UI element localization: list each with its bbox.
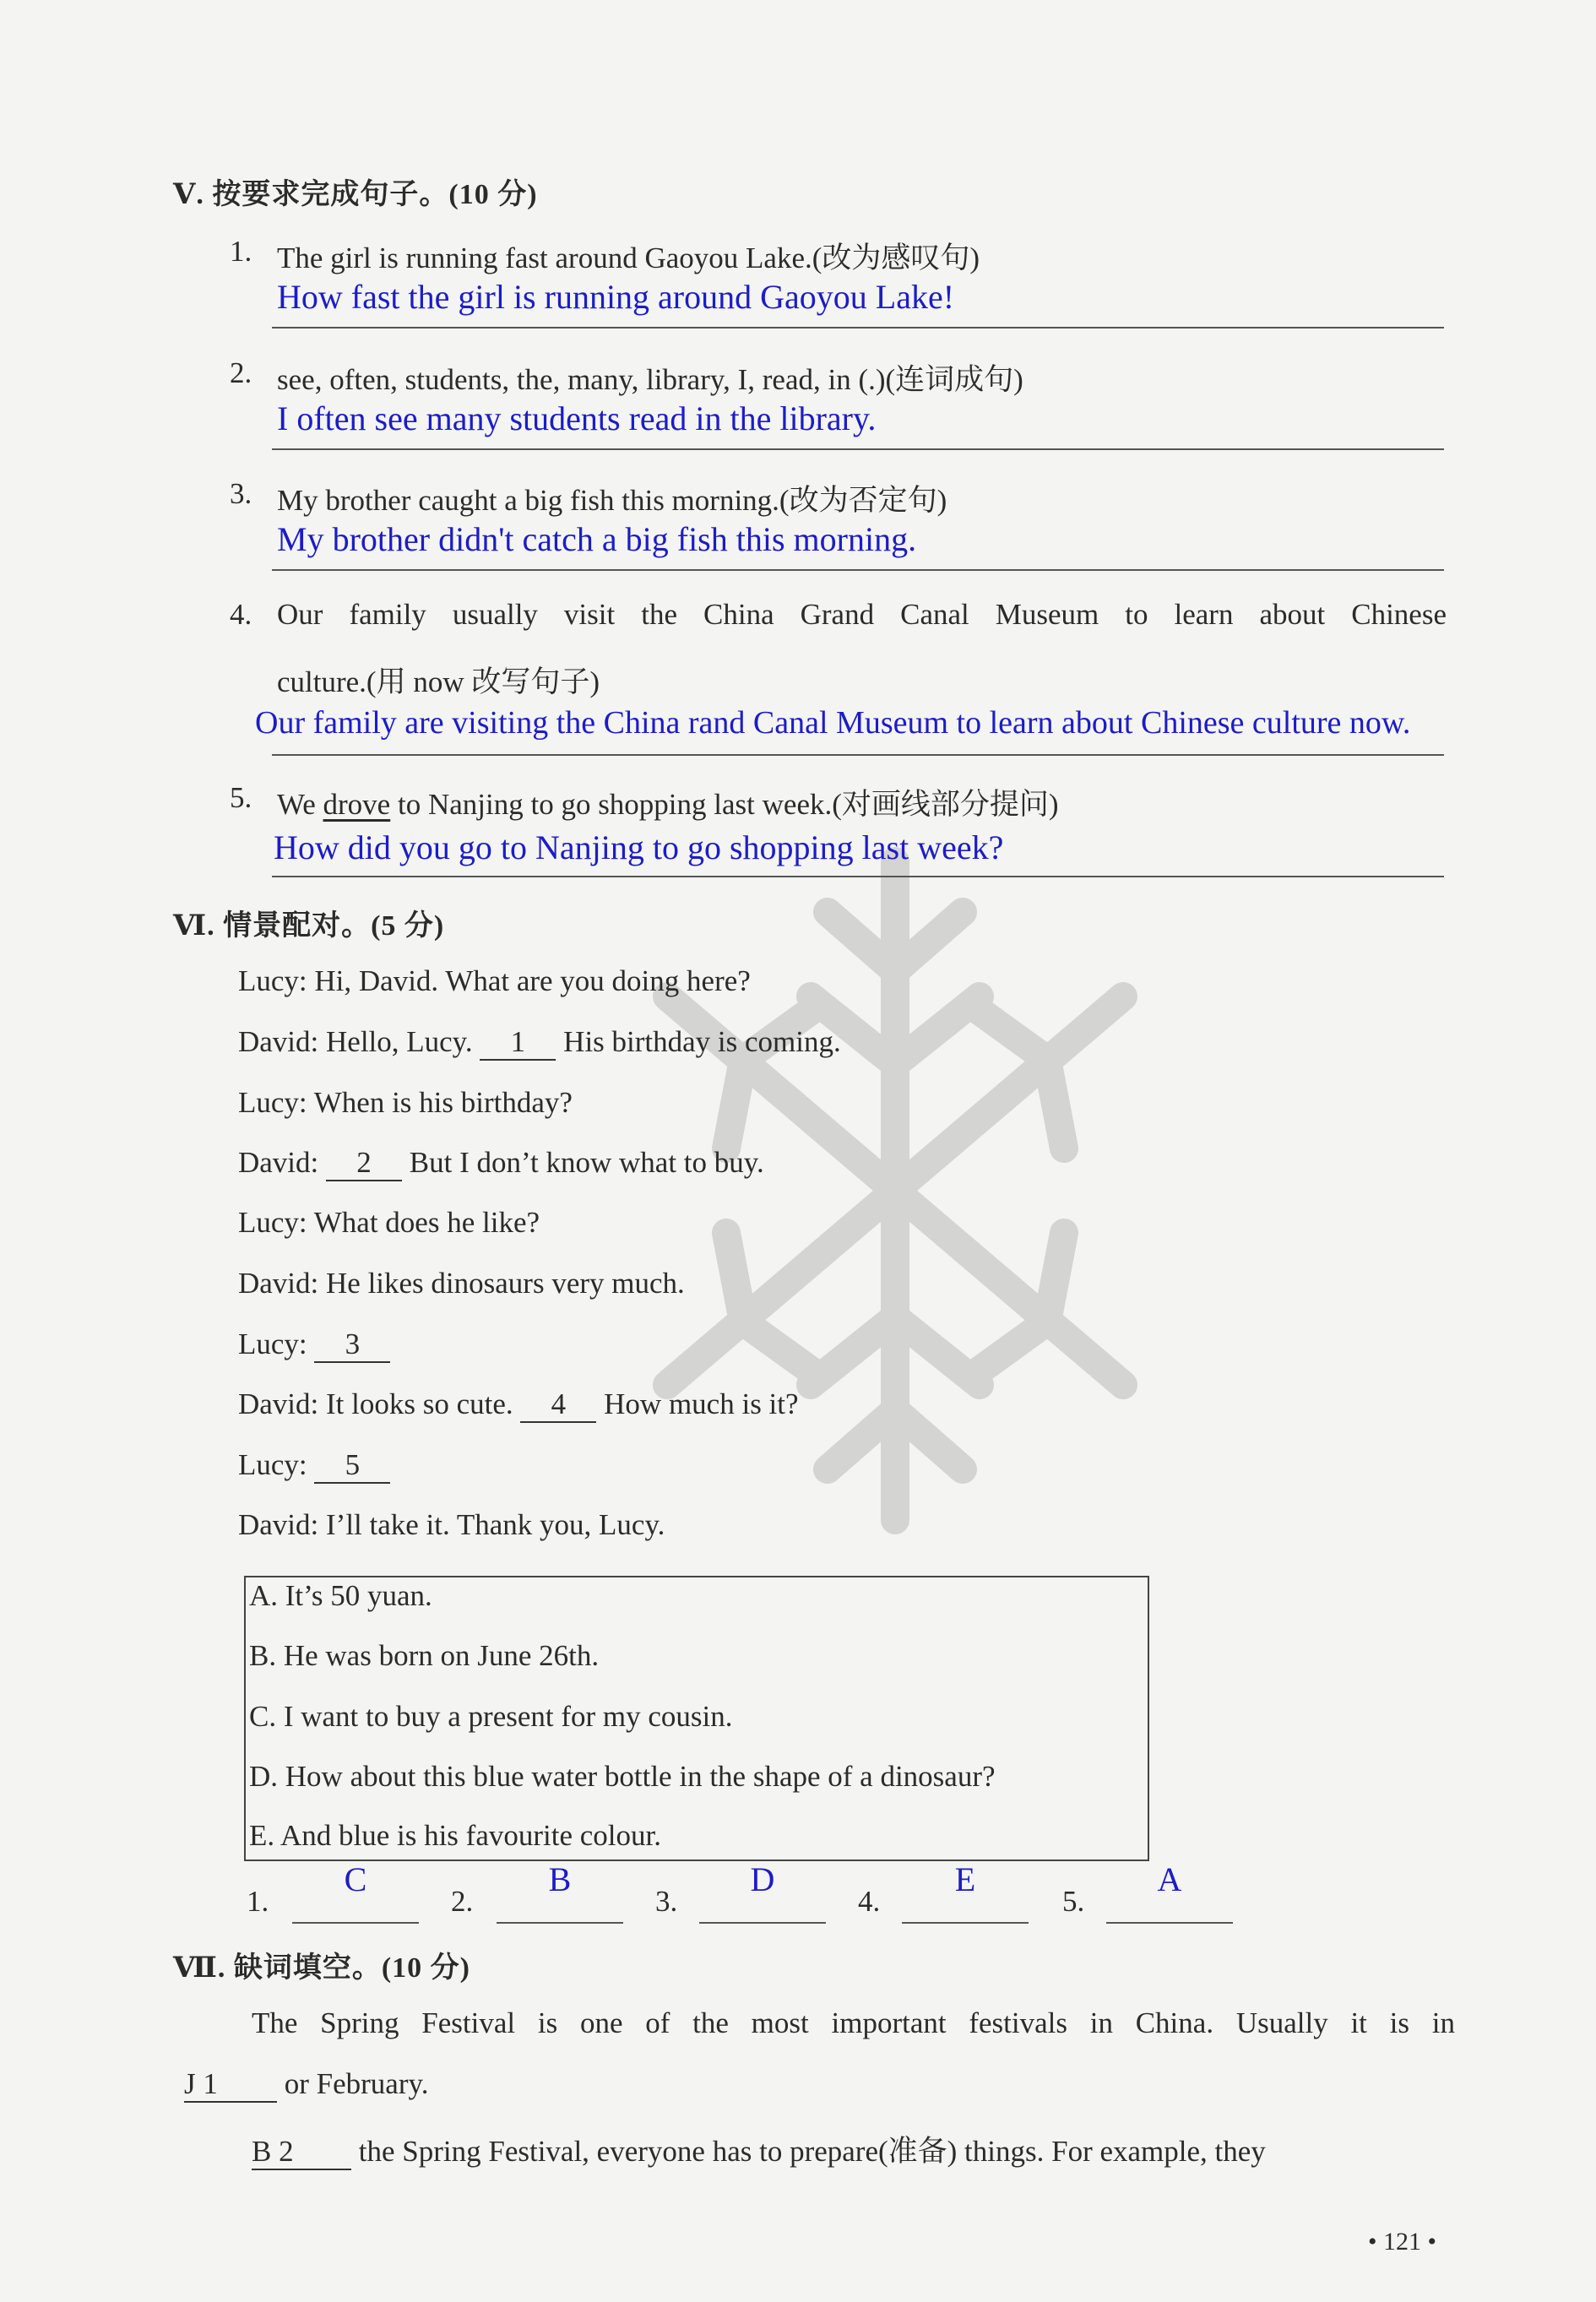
passage-line-3 [252,2128,1455,2170]
dialogue-text: David: [238,1146,327,1179]
dialogue-text: David: I’ll take it. Thank you, Lucy. [238,1508,665,1541]
dialogue-text: His birthday is coming. [556,1025,841,1058]
dialogue-text: Lucy: [238,1448,315,1481]
answer-line [292,1922,419,1924]
dialogue-line [238,964,751,998]
answer-line [272,754,1444,756]
passage-line-1: The Spring Festival is one of the most important festivals in China. Usually it is in [252,2006,1455,2039]
section-6-title: Ⅵ. 情景配对。(5 分) [173,910,445,942]
answer-text: How fast the girl is running around Gaoyou Lake! [277,278,955,316]
answer-number: 4. [858,1885,881,1918]
dialogue-text: Lucy: When is his birthday? [238,1086,573,1119]
dialogue-text: David: He likes dinosaurs very much. [238,1267,685,1300]
answer-line [272,327,1444,328]
passage-line-2 [184,2067,428,2103]
answer-line [272,448,1444,450]
answer-text: Our family are visiting the China rand Canal Museum to learn about Chinese culture now. [255,705,1411,741]
dialogue-blank[interactable]: 2 [326,1146,402,1181]
dialogue-blank[interactable]: 3 [314,1327,390,1363]
dialogue-text: Lucy: What does he like? [238,1206,540,1239]
section-7-title: Ⅶ. 缺词填空。(10 分) [173,1952,470,1984]
dialogue-blank[interactable]: 4 [520,1387,596,1423]
dialogue-blank[interactable]: 5 [314,1448,390,1484]
dialogue-line [238,1267,685,1300]
answer-letter: D [750,1860,775,1898]
answer-number: 3. [655,1885,678,1918]
passage-blank-1[interactable]: J 1 [184,2067,277,2103]
answer-letter: E [954,1860,976,1898]
question-text: Our family usually visit the China Grand Canal Museum to learn about Chinese [277,598,1447,631]
dialogue-text: How much is it? [596,1387,799,1420]
answer-text: I often see many students read in the library. [277,399,877,437]
page-number: • 121 • [1368,2228,1437,2256]
answer-line [272,876,1444,877]
answer-text: How did you go to Nanjing to go shopping last week? [274,828,1004,866]
item-number: 3. [230,477,252,510]
answer-number: 1. [247,1885,269,1918]
dialogue-text: Lucy: Hi, David. What are you doing here? [238,964,751,997]
dialogue-text: David: Hello, Lucy. [238,1025,480,1058]
passage-text: or February. [277,2067,429,2100]
passage-text: the Spring Festival, everyone has to prepare(准备) things. For example, they [351,2135,1266,2168]
question-text-cont: culture.(用 now 改写句子) [277,665,600,698]
dialogue-text: David: It looks so cute. [238,1387,521,1420]
answer-line [497,1922,623,1924]
dialogue-line [238,1146,764,1181]
option-b: B. He was born on June 26th. [249,1639,600,1672]
item-number: 1. [230,235,252,268]
answer-line [1106,1922,1233,1924]
dialogue-line [238,1025,841,1061]
dialogue-line [238,1327,390,1363]
item-number: 4. [230,598,252,631]
dialogue-blank[interactable]: 1 [480,1025,556,1061]
dialogue-line [238,1086,573,1120]
dialogue-line [238,1508,665,1542]
answer-line [272,569,1444,571]
question-text [277,781,1059,823]
section-5-title: Ⅴ. 按要求完成句子。(10 分) [173,179,538,210]
answer-text: My brother didn't catch a big fish this morning. [277,520,917,558]
option-e: E. And blue is his favourite colour. [249,1819,661,1852]
snowflake-watermark-icon [642,844,1148,1537]
passage-blank-2[interactable]: B 2 [252,2135,351,2170]
answer-letter: B [548,1860,572,1898]
dialogue-line [238,1448,390,1484]
underlined-word: drove [323,788,391,821]
question-text: The girl is running fast around Gaoyou Lake.(改为感叹句) [277,242,980,274]
question-text-part: to Nanjing to go shopping last week.(对画线部分提问) [390,788,1059,821]
answer-line [902,1922,1029,1924]
dialogue-line [238,1387,799,1423]
option-c: C. I want to buy a present for my cousin. [249,1700,733,1733]
item-number: 5. [230,781,252,814]
answer-line [699,1922,826,1924]
answer-number: 5. [1062,1885,1085,1918]
question-text: My brother caught a big fish this morning.(改为否定句) [277,484,947,517]
item-number: 2. [230,356,252,389]
dialogue-line [238,1206,540,1240]
answer-number: 2. [451,1885,474,1918]
answer-letter: A [1157,1860,1182,1898]
answer-letter: C [344,1860,367,1898]
question-text: see, often, students, the, many, library, I, read, in (.)(连词成句) [277,363,1023,396]
dialogue-text: But I don’t know what to buy. [402,1146,764,1179]
question-text-part: We [277,788,323,821]
option-a: A. It’s 50 yuan. [249,1579,432,1612]
option-d: D. How about this blue water bottle in the shape of a dinosaur? [249,1760,996,1793]
dialogue-text: Lucy: [238,1327,315,1360]
